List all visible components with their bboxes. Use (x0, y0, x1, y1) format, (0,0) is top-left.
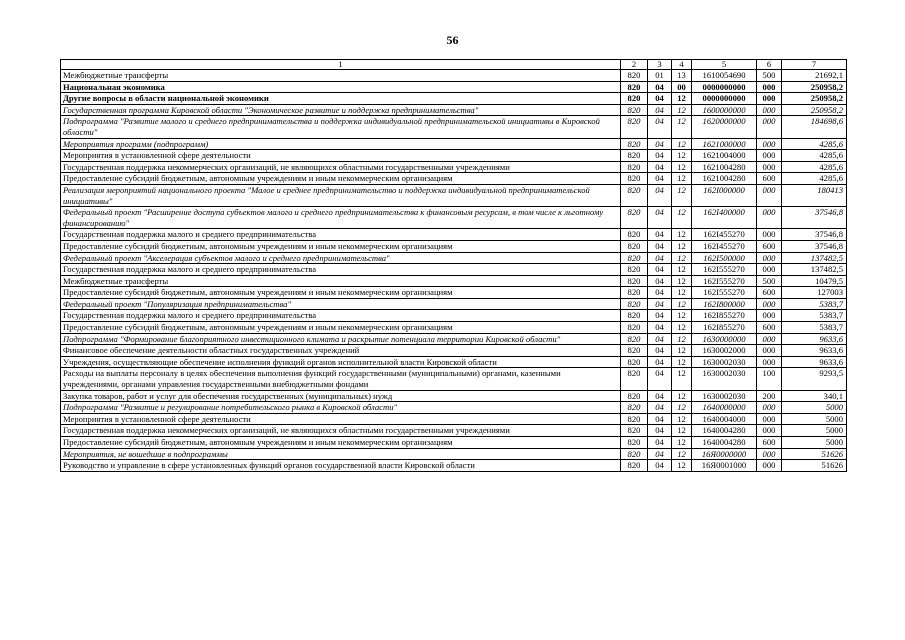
subsection-code-cell: 12 (672, 252, 692, 264)
subsection-code-cell: 12 (672, 298, 692, 310)
subsection-code-cell: 12 (672, 173, 692, 185)
ministry-code-cell: 820 (621, 425, 648, 437)
ministry-code-cell: 820 (621, 310, 648, 322)
row-name-cell: Государственная поддержка некоммерческих организаций, не являющихся областными государственными учреждениями (61, 161, 621, 173)
expense-type-cell: 000 (757, 207, 782, 229)
expense-type-cell: 000 (757, 402, 782, 414)
subsection-code-cell: 12 (672, 437, 692, 449)
amount-cell: 51626 (782, 460, 847, 472)
subsection-code-cell: 12 (672, 240, 692, 252)
ministry-code-cell: 820 (621, 460, 648, 472)
expense-type-cell: 000 (757, 425, 782, 437)
amount-cell: 51626 (782, 448, 847, 460)
target-article-cell: 1630002030 (692, 390, 757, 402)
row-name-cell: Государственная поддержка малого и среднего предпринимательства (61, 310, 621, 322)
target-article-cell: 1630002000 (692, 345, 757, 357)
amount-cell: 37546,8 (782, 207, 847, 229)
target-article-cell: 162I400000 (692, 207, 757, 229)
table-row (61, 333, 847, 345)
ministry-code-cell: 820 (621, 81, 648, 93)
ministry-code-cell: 820 (621, 356, 648, 368)
ministry-code-cell: 820 (621, 413, 648, 425)
target-article-cell: 1620000000 (692, 116, 757, 138)
section-code-cell: 04 (648, 390, 672, 402)
target-article-cell: 162I500000 (692, 252, 757, 264)
ministry-code-cell: 820 (621, 298, 648, 310)
ministry-code-cell: 820 (621, 138, 648, 150)
table-header-row (61, 60, 847, 70)
subsection-code-cell: 12 (672, 275, 692, 287)
expense-type-cell: 200 (757, 390, 782, 402)
expense-type-cell: 500 (757, 70, 782, 82)
section-code-cell: 04 (648, 287, 672, 299)
subsection-code-cell: 12 (672, 150, 692, 162)
row-name-cell: Государственная поддержка малого и среднего предпринимательства (61, 229, 621, 241)
row-name-cell: Другие вопросы в области национальной экономики (61, 93, 621, 105)
ministry-code-cell: 820 (621, 345, 648, 357)
target-article-cell: 1630002030 (692, 368, 757, 390)
ministry-code-cell: 820 (621, 390, 648, 402)
section-code-cell: 04 (648, 345, 672, 357)
expense-type-cell: 000 (757, 413, 782, 425)
amount-cell: 9633,6 (782, 345, 847, 357)
subsection-code-cell: 12 (672, 161, 692, 173)
target-article-cell: 162I855270 (692, 310, 757, 322)
subsection-code-cell: 12 (672, 425, 692, 437)
subsection-code-cell: 12 (672, 345, 692, 357)
target-article-cell: 1630002030 (692, 356, 757, 368)
table-row (61, 402, 847, 414)
row-name-cell: Предоставление субсидий бюджетным, автономным учреждениям и иным некоммерческим организациям (61, 322, 621, 334)
target-article-cell: 1610054690 (692, 70, 757, 82)
expense-type-cell: 000 (757, 298, 782, 310)
row-name-cell: Предоставление субсидий бюджетным, автономным учреждениям и иным некоммерческим организациям (61, 437, 621, 449)
target-article-cell: 162I000000 (692, 184, 757, 206)
subsection-code-cell: 12 (672, 368, 692, 390)
table-row (61, 150, 847, 162)
subsection-code-cell: 12 (672, 402, 692, 414)
subsection-code-cell: 12 (672, 413, 692, 425)
expense-type-cell: 000 (757, 345, 782, 357)
row-name-cell: Закупка товаров, работ и услуг для обеспечения государственных (муниципальных) нужд (61, 390, 621, 402)
expense-type-cell: 000 (757, 333, 782, 345)
section-code-cell: 04 (648, 104, 672, 116)
target-article-cell: 1640004000 (692, 413, 757, 425)
row-name-cell: Мероприятия в установленной сфере деятельности (61, 150, 621, 162)
expense-type-cell: 100 (757, 368, 782, 390)
section-code-cell: 04 (648, 448, 672, 460)
target-article-cell: 0000000000 (692, 93, 757, 105)
ministry-code-cell: 820 (621, 240, 648, 252)
amount-cell: 5000 (782, 402, 847, 414)
subsection-code-cell: 12 (672, 264, 692, 276)
subsection-code-cell: 12 (672, 184, 692, 206)
row-name-cell: Подпрограмма "Формирование благоприятного инвестиционного климата и раскрытие потенциала территории Кировской области" (61, 333, 621, 345)
amount-cell: 5383,7 (782, 310, 847, 322)
target-article-cell: 1640004280 (692, 437, 757, 449)
expense-type-cell: 600 (757, 437, 782, 449)
expense-type-cell: 000 (757, 229, 782, 241)
expense-type-cell: 000 (757, 104, 782, 116)
table-row (61, 322, 847, 334)
row-name-cell: Межбюджетные трансферты (61, 275, 621, 287)
amount-cell: 5000 (782, 425, 847, 437)
table-row (61, 207, 847, 229)
section-code-cell: 04 (648, 425, 672, 437)
table-row (61, 275, 847, 287)
section-code-cell: 04 (648, 184, 672, 206)
expense-type-cell: 600 (757, 287, 782, 299)
amount-cell: 127003 (782, 287, 847, 299)
ministry-code-cell: 820 (621, 252, 648, 264)
expense-type-cell: 600 (757, 322, 782, 334)
expense-type-cell: 000 (757, 310, 782, 322)
row-name-cell: Учреждения, осуществляющие обеспечение исполнения функций органов исполнительной власти Кировской области (61, 356, 621, 368)
subsection-code-cell: 12 (672, 116, 692, 138)
ministry-code-cell: 820 (621, 104, 648, 116)
section-code-cell: 04 (648, 240, 672, 252)
ministry-code-cell: 820 (621, 184, 648, 206)
table-row (61, 413, 847, 425)
budget-table (60, 59, 847, 472)
section-code-cell: 04 (648, 150, 672, 162)
section-code-cell: 04 (648, 207, 672, 229)
target-article-cell: 16Я0001000 (692, 460, 757, 472)
row-name-cell: Мероприятия, не вошедшие в подпрограммы (61, 448, 621, 460)
amount-cell: 137482,5 (782, 264, 847, 276)
target-article-cell: 162I455270 (692, 240, 757, 252)
row-name-cell: Руководство и управление в сфере установленных функций органов государственной власти Кировской области (61, 460, 621, 472)
subsection-code-cell: 12 (672, 322, 692, 334)
table-row (61, 310, 847, 322)
ministry-code-cell: 820 (621, 437, 648, 449)
table-row (61, 116, 847, 138)
row-name-cell: Мероприятия в установленной сфере деятельности (61, 413, 621, 425)
subsection-code-cell: 12 (672, 104, 692, 116)
ministry-code-cell: 820 (621, 402, 648, 414)
expense-type-cell: 600 (757, 173, 782, 185)
row-name-cell: Федеральный проект "Расширение доступа субъектов малого и среднего предпринимательства к финансовым ресурсам, в том числе к льготному финансированию" (61, 207, 621, 229)
row-name-cell: Федеральный проект "Популяризация предпринимательства" (61, 298, 621, 310)
expense-type-cell: 600 (757, 240, 782, 252)
section-code-cell: 04 (648, 229, 672, 241)
subsection-code-cell: 12 (672, 287, 692, 299)
row-name-cell: Реализация мероприятий национального проекта "Малое и среднее предпринимательство и поддержка индивидуальной предпринимательской инициативы" (61, 184, 621, 206)
table-row (61, 264, 847, 276)
target-article-cell: 162I555270 (692, 287, 757, 299)
expense-type-cell: 000 (757, 460, 782, 472)
section-code-cell: 04 (648, 333, 672, 345)
target-article-cell: 1630000000 (692, 333, 757, 345)
expense-type-cell: 000 (757, 448, 782, 460)
amount-cell: 5000 (782, 437, 847, 449)
ministry-code-cell: 820 (621, 448, 648, 460)
subsection-code-cell: 12 (672, 310, 692, 322)
ministry-code-cell: 820 (621, 229, 648, 241)
section-code-cell: 04 (648, 161, 672, 173)
subsection-code-cell: 12 (672, 207, 692, 229)
section-code-cell: 04 (648, 275, 672, 287)
amount-cell: 4285,6 (782, 173, 847, 185)
section-code-cell: 04 (648, 322, 672, 334)
expense-type-cell: 500 (757, 275, 782, 287)
amount-cell: 250958,2 (782, 81, 847, 93)
amount-cell: 10479,5 (782, 275, 847, 287)
target-article-cell: 162I555270 (692, 264, 757, 276)
amount-cell: 137482,5 (782, 252, 847, 264)
table-row (61, 390, 847, 402)
section-code-cell: 04 (648, 116, 672, 138)
section-code-cell: 04 (648, 413, 672, 425)
target-article-cell: 1621000000 (692, 138, 757, 150)
table-row (61, 298, 847, 310)
amount-cell: 5383,7 (782, 298, 847, 310)
expense-type-cell: 000 (757, 138, 782, 150)
row-name-cell: Межбюджетные трансферты (61, 70, 621, 82)
row-name-cell: Государственная поддержка некоммерческих организаций, не являющихся областными государственными учреждениями (61, 425, 621, 437)
expense-type-cell: 000 (757, 264, 782, 276)
expense-type-cell: 000 (757, 150, 782, 162)
table-row (61, 460, 847, 472)
amount-cell: 9633,6 (782, 356, 847, 368)
table-row (61, 356, 847, 368)
target-article-cell: 1600000000 (692, 104, 757, 116)
table-row (61, 425, 847, 437)
amount-cell: 4285,6 (782, 161, 847, 173)
table-row (61, 448, 847, 460)
ministry-code-cell: 820 (621, 264, 648, 276)
expense-type-cell: 000 (757, 252, 782, 264)
row-name-cell: Предоставление субсидий бюджетным, автономным учреждениям и иным некоммерческим организациям (61, 240, 621, 252)
ministry-code-cell: 820 (621, 287, 648, 299)
table-row (61, 81, 847, 93)
header-col-2: 2 (621, 60, 648, 70)
section-code-cell: 04 (648, 252, 672, 264)
row-name-cell: Финансовое обеспечение деятельности областных государственных учреждений (61, 345, 621, 357)
amount-cell: 37546,8 (782, 229, 847, 241)
subsection-code-cell: 12 (672, 356, 692, 368)
ministry-code-cell: 820 (621, 150, 648, 162)
table-row (61, 345, 847, 357)
section-code-cell: 04 (648, 310, 672, 322)
ministry-code-cell: 820 (621, 116, 648, 138)
target-article-cell: 1640000000 (692, 402, 757, 414)
row-name-cell: Государственная поддержка малого и среднего предпринимательства (61, 264, 621, 276)
row-name-cell: Федеральный проект "Акселерация субъектов малого и среднего предпринимательства" (61, 252, 621, 264)
amount-cell: 4285,6 (782, 150, 847, 162)
target-article-cell: 1621004280 (692, 161, 757, 173)
section-code-cell: 04 (648, 368, 672, 390)
target-article-cell: 1640004280 (692, 425, 757, 437)
target-article-cell: 0000000000 (692, 81, 757, 93)
amount-cell: 4285,6 (782, 138, 847, 150)
section-code-cell: 04 (648, 264, 672, 276)
amount-cell: 37546,8 (782, 240, 847, 252)
ministry-code-cell: 820 (621, 70, 648, 82)
subsection-code-cell: 12 (672, 460, 692, 472)
table-row (61, 252, 847, 264)
header-col-4: 4 (672, 60, 692, 70)
header-col-1: 1 (61, 60, 621, 70)
header-col-5: 5 (692, 60, 757, 70)
row-name-cell: Национальная экономика (61, 81, 621, 93)
subsection-code-cell: 13 (672, 70, 692, 82)
table-row (61, 161, 847, 173)
header-col-6: 6 (757, 60, 782, 70)
header-col-7: 7 (782, 60, 847, 70)
amount-cell: 250958,2 (782, 93, 847, 105)
target-article-cell: 16Я0000000 (692, 448, 757, 460)
row-name-cell: Расходы на выплаты персоналу в целях обеспечения выполнения функций государственными (муниципальными) органами, казенными учреждениями, органами управления государственными внебюджетными фондами (61, 368, 621, 390)
subsection-code-cell: 12 (672, 448, 692, 460)
target-article-cell: 1621004000 (692, 150, 757, 162)
table-row (61, 93, 847, 105)
section-code-cell: 04 (648, 460, 672, 472)
expense-type-cell: 000 (757, 356, 782, 368)
row-name-cell: Предоставление субсидий бюджетным, автономным учреждениям и иным некоммерческим организациям (61, 173, 621, 185)
amount-cell: 5000 (782, 413, 847, 425)
row-name-cell: Предоставление субсидий бюджетным, автономным учреждениям и иным некоммерческим организациям (61, 287, 621, 299)
expense-type-cell: 000 (757, 161, 782, 173)
table-row (61, 287, 847, 299)
amount-cell: 250958,2 (782, 104, 847, 116)
table-row (61, 104, 847, 116)
amount-cell: 9293,5 (782, 368, 847, 390)
subsection-code-cell: 12 (672, 390, 692, 402)
subsection-code-cell: 12 (672, 229, 692, 241)
subsection-code-cell: 00 (672, 81, 692, 93)
target-article-cell: 162I800000 (692, 298, 757, 310)
target-article-cell: 162I555270 (692, 275, 757, 287)
table-row (61, 173, 847, 185)
section-code-cell: 04 (648, 298, 672, 310)
table-row (61, 229, 847, 241)
section-code-cell: 04 (648, 437, 672, 449)
ministry-code-cell: 820 (621, 173, 648, 185)
ministry-code-cell: 820 (621, 161, 648, 173)
header-col-3: 3 (648, 60, 672, 70)
table-row (61, 437, 847, 449)
target-article-cell: 1621004280 (692, 173, 757, 185)
target-article-cell: 162I855270 (692, 322, 757, 334)
ministry-code-cell: 820 (621, 322, 648, 334)
target-article-cell: 162I455270 (692, 229, 757, 241)
expense-type-cell: 000 (757, 93, 782, 105)
table-row (61, 184, 847, 206)
ministry-code-cell: 820 (621, 333, 648, 345)
ministry-code-cell: 820 (621, 207, 648, 229)
section-code-cell: 04 (648, 81, 672, 93)
row-name-cell: Государственная программа Кировской области "Экономическое развитие и поддержка предпринимательства" (61, 104, 621, 116)
subsection-code-cell: 12 (672, 138, 692, 150)
subsection-code-cell: 12 (672, 93, 692, 105)
table-row (61, 70, 847, 82)
amount-cell: 5383,7 (782, 322, 847, 334)
amount-cell: 21692,1 (782, 70, 847, 82)
expense-type-cell: 000 (757, 81, 782, 93)
expense-type-cell: 000 (757, 184, 782, 206)
row-name-cell: Мероприятия программ (подпрограмм) (61, 138, 621, 150)
amount-cell: 180413 (782, 184, 847, 206)
row-name-cell: Подпрограмма "Развитие малого и среднего предпринимательства и поддержка индивидуальной предпринимательской инициативы в Кировской области" (61, 116, 621, 138)
expense-type-cell: 000 (757, 116, 782, 138)
section-code-cell: 01 (648, 70, 672, 82)
section-code-cell: 04 (648, 93, 672, 105)
ministry-code-cell: 820 (621, 93, 648, 105)
ministry-code-cell: 820 (621, 275, 648, 287)
ministry-code-cell: 820 (621, 368, 648, 390)
amount-cell: 340,1 (782, 390, 847, 402)
page-number: 56 (446, 33, 459, 47)
section-code-cell: 04 (648, 173, 672, 185)
table-row (61, 240, 847, 252)
section-code-cell: 04 (648, 402, 672, 414)
table-row (61, 368, 847, 390)
table-row (61, 138, 847, 150)
amount-cell: 9633,6 (782, 333, 847, 345)
section-code-cell: 04 (648, 138, 672, 150)
row-name-cell: Подпрограмма "Развитие и регулирование потребительского рынка в Кировской области" (61, 402, 621, 414)
section-code-cell: 04 (648, 356, 672, 368)
amount-cell: 184698,6 (782, 116, 847, 138)
subsection-code-cell: 12 (672, 333, 692, 345)
